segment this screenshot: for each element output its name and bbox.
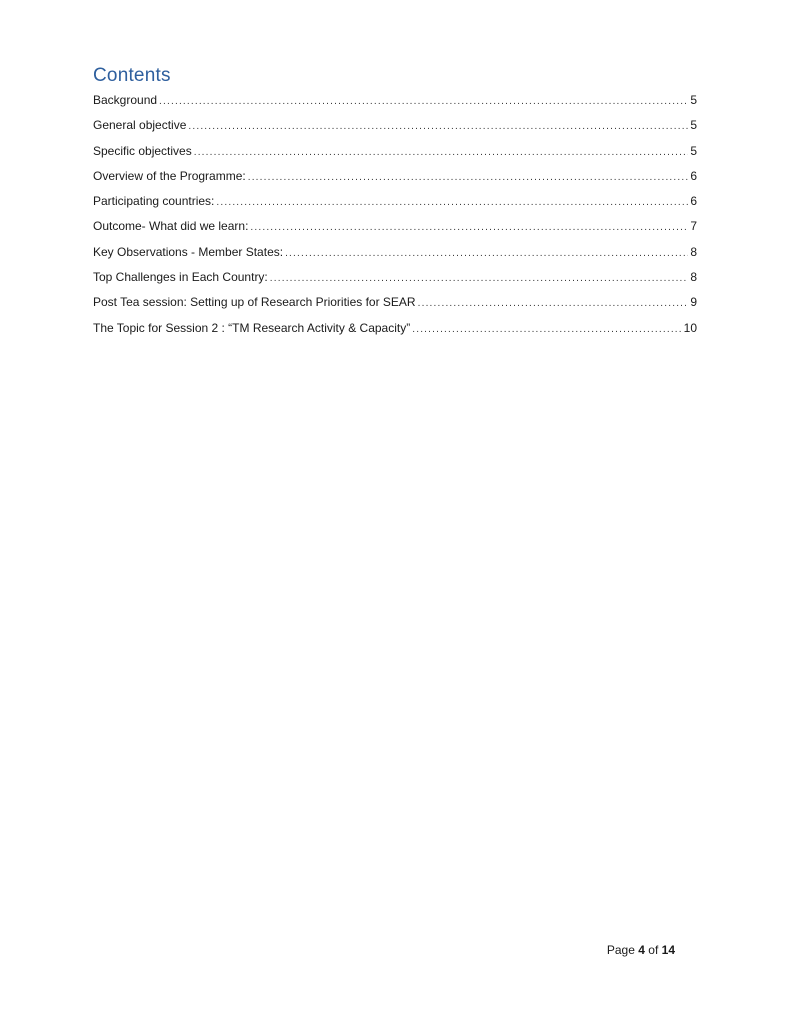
toc-dot-leader [418,295,689,313]
toc-entry[interactable] [93,243,697,268]
toc-heading: Contents [93,65,171,86]
toc-entry-page[interactable]: 5 [690,143,697,158]
toc-entry-page[interactable]: 10 [683,320,697,335]
toc-entry-title[interactable]: Key Observations - Member States: [93,244,284,259]
toc-entry-title[interactable]: Specific objectives [93,143,192,158]
toc-dot-leader [194,144,689,162]
toc-dot-leader [216,194,688,212]
footer-page-separator: of [648,943,659,957]
page-footer [607,943,675,957]
toc-dot-leader [159,93,688,111]
toc-dot-leader [250,219,688,237]
toc-entry-page[interactable]: 8 [690,244,697,259]
toc-entry-title[interactable]: Post Tea session: Setting up of Research Priorities for SEAR [93,295,416,310]
toc-entry-title[interactable]: Outcome- What did we learn: [93,219,249,234]
toc-entry-title[interactable]: The Topic for Session 2 : “TM Research Activity & Capacity” [93,320,411,335]
toc-dot-leader [248,169,689,187]
toc-entry[interactable] [93,319,697,344]
toc-entry[interactable] [93,167,697,192]
toc-entry-title[interactable]: Overview of the Programme: [93,168,246,183]
footer-page-prefix: Page [606,943,635,957]
toc-dot-leader [412,321,681,339]
toc-list [93,91,697,344]
toc-entry-page[interactable]: 8 [690,270,697,285]
footer-current-page: 4 [638,943,645,957]
toc-dot-leader [285,245,688,263]
toc-entry-page[interactable]: 9 [690,295,697,310]
toc-entry-page[interactable]: 6 [690,168,697,183]
toc-entry[interactable] [93,91,697,116]
toc-entry[interactable] [93,116,697,141]
toc-dot-leader [270,270,689,288]
toc-entry-page[interactable]: 5 [690,93,697,107]
toc-entry-title[interactable]: Top Challenges in Each Country: [93,270,268,285]
toc-entry-title[interactable]: General objective [93,118,187,133]
toc-entry-page[interactable]: 5 [690,118,697,133]
toc-entry[interactable] [93,268,697,293]
toc-entry-title[interactable]: Background [93,93,158,107]
toc-dot-leader [188,118,688,136]
toc-entry[interactable] [93,142,697,167]
toc-entry[interactable] [93,217,697,242]
toc-entry-page[interactable]: 7 [690,219,697,234]
toc-entry-title[interactable]: Participating countries: [93,194,215,209]
toc-entry[interactable] [93,293,697,318]
toc-entry[interactable] [93,192,697,217]
toc-entry-page[interactable]: 6 [690,194,697,209]
footer-total-pages: 14 [661,943,675,957]
